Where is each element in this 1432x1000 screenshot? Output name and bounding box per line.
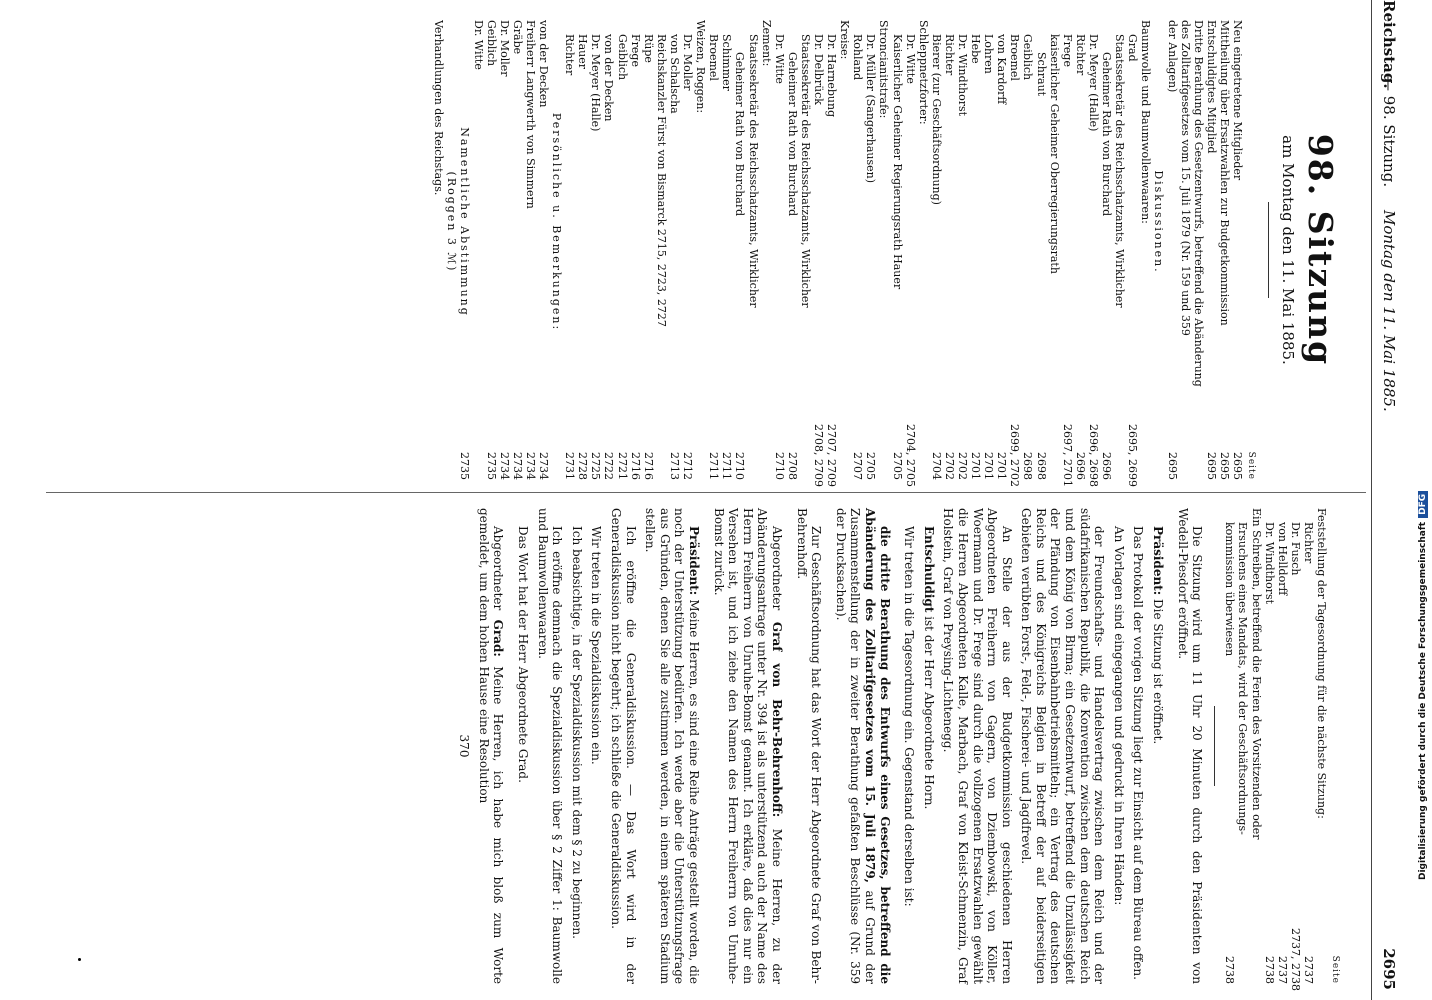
toc-entry-text: Dr. Witte <box>772 34 786 84</box>
toc-entry-text: Richter <box>1073 34 1087 76</box>
toc-entry-text: Gräbe <box>510 20 524 55</box>
right-column <box>452 508 1340 991</box>
toc-entry-text: Verhandlungen des Reichstags. <box>432 20 446 196</box>
toc-entry <box>1288 508 1302 991</box>
paragraph-text: Die Sitzung ist eröffnet. <box>1151 595 1166 745</box>
toc-entry <box>1126 20 1140 487</box>
toc-entry-page: 2713 <box>667 452 681 480</box>
toc-entry-page: 2735 <box>458 452 472 480</box>
toc-entry <box>458 20 471 480</box>
toc-entry-text: Ein Schreiben, betreffend die Ferien des Vorsitzenden oder <box>1249 508 1263 840</box>
paragraph <box>1111 508 1126 984</box>
toc-entry-page: 2699, 2702 <box>1008 424 1022 487</box>
toc-entry-text: Frege <box>1060 34 1074 67</box>
toc-entry-text: Richter <box>942 34 956 76</box>
toc-entry-text: Dr. Moller <box>681 34 695 91</box>
toc-entry-page <box>1236 928 1249 984</box>
toc-entry-page: 2711 <box>707 452 721 480</box>
toc-entry-text: Staatssekretär des Reichsschatzamts, Wirklicher <box>798 34 812 308</box>
toc-entry-page: 2737 <box>1275 956 1289 984</box>
toc-entry <box>1165 20 1178 480</box>
toc-entry-page: 2716 <box>641 452 655 480</box>
toc-entry <box>1315 508 1328 984</box>
paragraph <box>711 508 784 984</box>
paragraph <box>921 508 936 984</box>
paragraph <box>1175 508 1204 984</box>
dfg-logo: DFG <box>1418 491 1428 518</box>
toc-entry-page: 2738 <box>1223 956 1237 984</box>
toc-entry <box>1205 20 1218 480</box>
toc-entry <box>773 20 786 480</box>
toc-entry-text: Staatssekretär des Reichsschatzamts, Wirklicher <box>1113 34 1127 308</box>
toc-entry <box>550 20 563 480</box>
toc-entry <box>694 20 707 480</box>
toc-page-header: Seite <box>1246 451 1256 480</box>
toc-entry <box>864 20 877 480</box>
toc-entry-text: Richter <box>1301 522 1315 564</box>
paragraph <box>535 508 564 984</box>
toc-entry-page <box>1113 424 1126 480</box>
toc-entry <box>1113 20 1126 480</box>
toc-entry-text: Dr. Harnebung <box>825 34 839 118</box>
toc-entry-page: 2721 <box>615 452 629 480</box>
paragraph-prefix: Abgeordneter <box>770 526 784 622</box>
header-rule <box>1371 0 1372 1000</box>
toc-entry <box>471 20 484 480</box>
toc-entry-text: Hauer <box>576 34 590 70</box>
table-of-contents-continued <box>1223 508 1328 991</box>
toc-entry <box>1231 20 1244 480</box>
toc-entry-page: 2711 <box>720 452 734 480</box>
paragraph-text: Die Sitzung wird um 11 Uhr 20 Minuten durch den Präsidenten von Wedell-Piesdorf eröffnet. <box>1175 508 1205 984</box>
toc-entry-text: Diskussionen. <box>1152 170 1166 274</box>
toc-entry-page: 2696 <box>1073 452 1087 480</box>
toc-entry <box>616 20 629 480</box>
toc-entry-text: Bierer (zur Geschäftsordnung) <box>929 34 943 205</box>
toc-entry <box>1302 508 1315 984</box>
toc-entry-page: 2731 <box>563 452 577 480</box>
paragraph <box>833 508 891 984</box>
toc-entry <box>655 20 668 480</box>
toc-entry-page: 2695 <box>1217 452 1231 480</box>
paragraph <box>902 508 917 984</box>
sheet-signature: 370 <box>457 734 472 758</box>
toc-entry-text: Baumwolle und Baumwollenwaaren: <box>1139 20 1153 224</box>
toc-entry <box>511 20 524 480</box>
toc-entry-text: Ersuchens eines Mandats, wird der Geschäftsordnungs- <box>1236 522 1250 835</box>
toc-entry-page <box>445 424 458 480</box>
toc-entry-text: Frege <box>628 34 642 67</box>
toc-entry <box>786 20 799 480</box>
toc-entry-page: 2696 <box>1100 452 1114 480</box>
toc-entry-text: Rohland <box>851 34 865 81</box>
toc-entry-text: von Kardorff <box>995 34 1009 105</box>
toc-entry <box>1035 20 1048 480</box>
toc-entry <box>930 20 943 480</box>
toc-entry-page <box>1192 424 1205 480</box>
toc-entry-text: Richter <box>563 34 577 76</box>
toc-entry-page: 2737, 2738 <box>1288 928 1302 991</box>
proceedings-text <box>476 508 1204 984</box>
paragraph-text: auf Grund der Zusammenstellung der in zweiter Berathung gefaßten Beschlüsse (Nr. 359 der Drucksachen). <box>833 508 877 985</box>
toc-entry-text: Kreise: <box>838 20 852 60</box>
funding-notice <box>1412 0 1432 1000</box>
toc-entry-page: 2710 <box>733 452 747 480</box>
toc-entry <box>760 20 773 480</box>
toc-entry-text: Geiblich <box>615 34 629 81</box>
toc-entry <box>943 20 956 480</box>
toc-entry <box>890 20 903 480</box>
toc-entry-text: von Helldorff <box>1275 522 1289 596</box>
toc-entry-page <box>471 424 484 480</box>
scan-speck <box>78 958 81 961</box>
paragraph-text: Meine Herren, zu der Abänderungsantrage unter Nr. 394 ist als unterstützend auch der Name des Herrn Freiherrn von Unruhe-Bomst genannt. Ich erkläre, daß dies nur ein Versehen ist, und ich ziehe den Namen des Herrn Freiherrn von Unruhe-Bomst zurück. <box>711 508 784 984</box>
toc-entry-page: 2734 <box>537 452 551 480</box>
toc-entry-page: 2697, 2701 <box>1060 424 1074 487</box>
toc-entry <box>825 20 839 487</box>
toc-entry-text: der Anlagen) <box>1165 20 1179 93</box>
paragraph-text: Wir treten in die Tagesordnung ein. Gegenstand derselben ist: <box>902 526 917 907</box>
toc-entry <box>563 20 576 480</box>
toc-entry <box>720 20 733 480</box>
toc-entry <box>877 20 890 480</box>
toc-entry-page: 2734 <box>510 452 524 480</box>
toc-entry <box>1236 508 1249 984</box>
header-date: Montag den 11. Mai 1885. <box>1380 210 1398 412</box>
toc-entry-page: 2702 <box>956 452 970 480</box>
toc-entry <box>812 20 825 487</box>
toc-entry-page: 2735 <box>484 452 498 480</box>
paragraph <box>569 508 584 984</box>
toc-entry-page <box>917 424 930 480</box>
toc-entry-page: 2696, 2698 <box>1086 424 1100 487</box>
toc-entry <box>1060 20 1074 487</box>
toc-entry <box>851 20 864 480</box>
toc-entry <box>537 20 550 480</box>
toc-entry-page: 2701 <box>969 452 983 480</box>
paragraph-text: Das Wort hat der Herr Abgeordnete Grad. <box>516 526 531 783</box>
paragraph <box>516 508 531 984</box>
toc-entry-text: Grad <box>1126 34 1140 62</box>
toc-entry-text: Geheimer Rath von Burchard <box>785 52 799 217</box>
toc-entry-text: Zement: <box>759 20 773 67</box>
toc-entry-page <box>838 424 851 480</box>
toc-entry-page: 2704 <box>929 452 943 480</box>
toc-entry-page: 2708 <box>785 452 799 480</box>
toc-entry-page <box>655 424 668 480</box>
toc-entry-page: 2705 <box>864 452 878 480</box>
toc-entry-page: 2695 <box>1231 452 1244 480</box>
toc-entry-text: Geheimer Rath von Burchard <box>733 52 747 217</box>
toc-entry <box>432 20 445 480</box>
toc-entry-text: Dr. Meyer (Halle) <box>1086 34 1100 132</box>
paragraph-text: An Vorlagen sind eingegangen und gedruckt in Ihren Händen: <box>1111 526 1126 906</box>
toc-entry <box>1021 20 1034 480</box>
toc-entry-page: 2712 <box>681 452 695 480</box>
title-rule <box>1268 202 1269 298</box>
toc-entry-text: Dr. Fusch <box>1288 522 1302 576</box>
paragraph-text: Meine Herren, ich habe mich bloß zum Worte gemeldet, um dem hohen Hause eine Resolution <box>476 508 506 985</box>
toc-entry <box>681 20 694 480</box>
toc-entry-page <box>760 424 773 480</box>
paragraph <box>1019 508 1107 984</box>
toc-entry <box>1100 20 1113 480</box>
toc-entry <box>1086 20 1100 487</box>
toc-entry-page: 2734 <box>497 452 511 480</box>
paragraph <box>608 508 637 984</box>
toc-entry-page <box>432 424 445 480</box>
toc-entry-page <box>877 424 890 480</box>
paragraph <box>643 508 701 984</box>
toc-entry <box>746 20 759 480</box>
toc-entry-text: Freiherr Langwerth von Simmern <box>523 20 537 209</box>
toc-entry-page <box>550 424 563 480</box>
toc-page-header-right: Seite <box>1330 955 1340 984</box>
paragraph <box>589 508 604 984</box>
toc-entry-text: Stroncianitstrafe: <box>877 20 891 119</box>
toc-entry-page: 2702 <box>942 452 956 480</box>
toc-entry-page: 2707 <box>851 452 865 480</box>
toc-entry-text: Schleppnetzforter: <box>916 20 930 125</box>
running-header-left <box>1372 0 1398 600</box>
toc-entry-page: 2708, 2709 <box>812 424 825 487</box>
toc-entry <box>1263 508 1276 984</box>
toc-entry-text: Mittheilung über Ersatzwahlen zur Budgetkommission <box>1217 20 1231 326</box>
speaker-or-emphasis: Präsident: <box>687 526 702 596</box>
left-column <box>432 20 1340 487</box>
toc-entry-text: Feststellung der Tagesordnung für die nächste Sitzung: <box>1315 508 1328 819</box>
toc-entry-text: Dr. Witte <box>903 34 917 84</box>
toc-entry-text: Schraut <box>1034 52 1048 97</box>
toc-entry <box>1048 20 1061 480</box>
paragraph-text: der Freundschafts- und Handelsvertrag zwischen dem Reich und der südafrikanischen Republik, die Konvention zwischen dem deutschen Reich und dem König von Birma; ein Gesetzentwurf, betreffend die Unzulässigkeit der Pfändung von Eisenbahnbetriebsmitteln; ein Vertrag des deutschen Reichs und des Königreichs Belgien in Betreff der auf beiderseitigen Gebieten verübten Forst-, Feld-, Fischerei- und Jagdfrevel. <box>1019 508 1107 984</box>
toc-entry <box>498 20 511 480</box>
toc-entry <box>642 20 655 480</box>
toc-entry-text: Weizen, Roggen: <box>694 20 708 114</box>
toc-entry-page: 2695 <box>1165 452 1179 480</box>
section-rule <box>1214 706 1215 786</box>
toc-entry-page: 2698 <box>1021 452 1035 480</box>
toc-entry-page <box>799 424 812 480</box>
toc-entry <box>1276 508 1289 984</box>
toc-entry-page <box>1249 928 1262 984</box>
paragraph-text: ist der Herr Abgeordnete Horn. <box>921 612 936 810</box>
session-subtitle: am Montag den 11. Mai 1885. <box>1279 135 1297 365</box>
paragraph-text: Wir treten in die Spezialdiskussion ein. <box>589 526 604 765</box>
toc-entry-page: 2725 <box>589 452 603 480</box>
toc-entry-text: des Zolltarifgesetzes vom 15. Juli 1879 (Nr. 159 und 359 <box>1178 20 1192 336</box>
paragraph-text: Das Protokoll der vorigen Sitzung liegt zur Einsicht auf dem Büreau offen. <box>1131 526 1146 980</box>
toc-entry <box>969 20 982 480</box>
toc-entry-text: Broemel <box>707 34 721 81</box>
toc-entry <box>589 20 602 480</box>
paragraph <box>1150 508 1165 984</box>
toc-entry-page <box>1152 424 1165 480</box>
column-divider <box>46 492 1366 493</box>
toc-entry <box>1192 20 1205 480</box>
session-title: 98. Sitzung <box>1301 133 1340 367</box>
paragraph <box>794 508 823 984</box>
paragraph <box>941 508 1014 984</box>
toc-entry-text: von Schalscha <box>667 34 681 114</box>
header-session: — 98. Sitzung. <box>1380 76 1398 188</box>
paragraph-prefix: Abgeordneter <box>491 526 506 620</box>
toc-entry-page <box>1048 424 1061 480</box>
toc-entry <box>838 20 851 480</box>
toc-entry-page: 2722 <box>602 452 616 480</box>
toc-entry <box>799 20 812 480</box>
toc-entry-text: Schimmer <box>720 34 734 91</box>
paragraph <box>1131 508 1146 984</box>
paragraph-text: Ich beabsichtige, in der Spezialdiskussion mit dem § 2 zu beginnen. <box>569 526 584 939</box>
toc-entry-text: Namentliche Abstimmung <box>458 127 472 317</box>
toc-entry-page: 2701 <box>982 452 996 480</box>
paragraph <box>476 508 505 984</box>
toc-entry-page: 2698 <box>1034 452 1048 480</box>
table-of-contents <box>432 20 1244 487</box>
funding-notice-text: Digitalisierung gefördert durch die Deutsche Forschungsgemeinschaft <box>1418 521 1428 880</box>
toc-entry-page: 2707, 2709 <box>825 424 839 487</box>
toc-entry-text: Dr. Müller (Sangerhausen) <box>864 34 878 184</box>
toc-entry-text: von der Decken <box>537 20 551 108</box>
toc-entry <box>576 20 589 480</box>
toc-entry <box>629 20 642 480</box>
toc-entry <box>445 20 458 480</box>
toc-entry-page <box>1139 424 1152 480</box>
toc-entry-text: Dritte Berathung des Gesetzentwurfs, betreffend die Abänderung <box>1191 20 1205 387</box>
toc-entry <box>524 20 537 480</box>
toc-entry-page: 2705 <box>890 452 904 480</box>
toc-entry <box>917 20 930 480</box>
toc-entry <box>1139 20 1152 480</box>
toc-entry-text: Kaiserlicher Geheimer Regierungsrath Hauer <box>890 34 904 290</box>
page-number: 2695 <box>1380 948 1398 990</box>
toc-entry-page: 2695 <box>1204 452 1218 480</box>
toc-entry-page <box>1315 928 1328 984</box>
toc-entry-text: Dr. Windthorst <box>956 34 970 117</box>
speaker-or-emphasis: die dritte Berathung des Entwurfs eines Gesetzes, betreffend die Abänderung des Zolltarifgesetzes vom 15. Juli 1879, <box>862 508 892 984</box>
toc-entry-page: 2704, 2705 <box>903 424 917 487</box>
toc-entry <box>1074 20 1087 480</box>
paragraph-text: Ich eröffne demnach die Spezialdiskussion über § 2 Ziffer 1: Baumwolle und Baumwollenwaaren. <box>535 508 565 984</box>
toc-entry-text: Hebe <box>969 34 983 64</box>
paragraph-text: Zur Geschäftsordnung hat das Wort der Herr Abgeordnete Graf von Behr-Behrenhoff. <box>794 508 824 984</box>
speaker-or-emphasis: Präsident: <box>1151 526 1166 596</box>
toc-entry-text: Lohren <box>982 34 996 74</box>
toc-entry-text: Dr. Meyer (Halle) <box>589 34 603 132</box>
toc-entry-text: Staatssekretär des Reichsschatzamts, Wirklicher <box>746 34 760 308</box>
toc-entry-text: Geheimer Rath von Burchard <box>1100 52 1114 217</box>
toc-entry <box>668 20 681 480</box>
toc-entry-page: 2716 <box>628 452 642 480</box>
toc-entry <box>1249 508 1262 984</box>
toc-entry-text: (Roggen 3 ℳ) <box>445 171 459 273</box>
toc-entry-page <box>694 424 707 480</box>
running-header-right <box>1372 600 1398 990</box>
toc-entry-page: 2738 <box>1262 956 1276 984</box>
toc-entry-text: Dr. Windthorst <box>1262 522 1276 605</box>
toc-entry-text: kommission überwiesen <box>1223 522 1237 657</box>
toc-entry-page: 2737 <box>1301 956 1315 984</box>
paragraph-text: An Stelle der aus der Budgetkommission geschiedenen Herren Abgeordneten Freiherrn von Gagern, von Dziembowski, von Köller, Woermann und Dr. Frege sind durch die vollzogenen Ersatzwahlen gewählt die Herren Abgeordneten Kalle, Marbach, Graf von Kleist-Schmenzin, Graf Holstein, Graf von Preysing-Lichtenegg. <box>941 508 1014 984</box>
toc-entry-text: Dr. Delbrück <box>812 34 825 105</box>
toc-entry <box>1152 20 1165 480</box>
toc-entry-text: Persönliche u. Bemerkungen: <box>550 112 564 332</box>
paragraph-text: Ich eröffne die Generaldiskussion. — Das Wort wird in der Generaldiskussion nicht begehrt; ich schließe die Generaldiskussion. <box>609 508 638 984</box>
toc-entry <box>733 20 746 480</box>
toc-entry <box>1008 20 1022 487</box>
toc-entry-page: 2695, 2699 <box>1126 424 1140 487</box>
toc-entry-text: Neu eingetretene Mitglieder <box>1231 20 1244 181</box>
speaker-or-emphasis: Graf von Behr-Behrenhoff: <box>770 621 784 818</box>
toc-entry <box>1223 508 1236 984</box>
toc-entry-page <box>746 424 759 480</box>
toc-entry-page: 2701 <box>995 452 1009 480</box>
speaker-or-emphasis: Entschuldigt <box>921 526 936 613</box>
paragraph-text: Meine Herren, es sind eine Reihe Anträge gestellt worden, die noch der Unterstützung bedürfen. Ich werde aber die Unterstützungsfrage aus Gründen, denen Sie alle zustimmen werden, in einem späteren Stadium stellen. <box>643 508 702 984</box>
toc-entry-text: Broemel <box>1008 34 1022 81</box>
toc-entry-text: Geiblich <box>484 20 498 67</box>
toc-entry-page: 2728 <box>576 452 590 480</box>
toc-entry-page: 2710 <box>772 452 786 480</box>
toc-entry <box>602 20 615 480</box>
toc-entry <box>995 20 1008 480</box>
toc-entry-page <box>1179 424 1192 480</box>
toc-entry <box>485 20 498 480</box>
speaker-or-emphasis: Grad: <box>491 619 506 657</box>
toc-entry <box>956 20 969 480</box>
toc-entry-text: Reichskanzler Fürst von Bismarck 2715, 2723, 2727 <box>654 34 668 327</box>
toc-entry <box>903 20 917 487</box>
toc-entry-text: Entschuldigtes Mitglied <box>1204 20 1218 154</box>
toc-entry-text: Rüpe <box>641 34 655 63</box>
toc-entry-page: 2734 <box>523 452 537 480</box>
toc-entry-text: Dr. Witte <box>471 20 485 70</box>
toc-entry <box>1179 20 1192 480</box>
toc-entry <box>1218 20 1231 480</box>
header-title: Reichstag. <box>1380 0 1398 89</box>
toc-entry-text: kaiserlicher Geheimer Oberregierungsrath <box>1047 34 1061 274</box>
toc-entry-text: Dr. Moller <box>497 20 511 77</box>
toc-entry <box>707 20 720 480</box>
toc-entry-text: Geiblich <box>1021 34 1035 81</box>
toc-entry-text: von der Decken <box>602 34 616 122</box>
toc-entry <box>982 20 995 480</box>
